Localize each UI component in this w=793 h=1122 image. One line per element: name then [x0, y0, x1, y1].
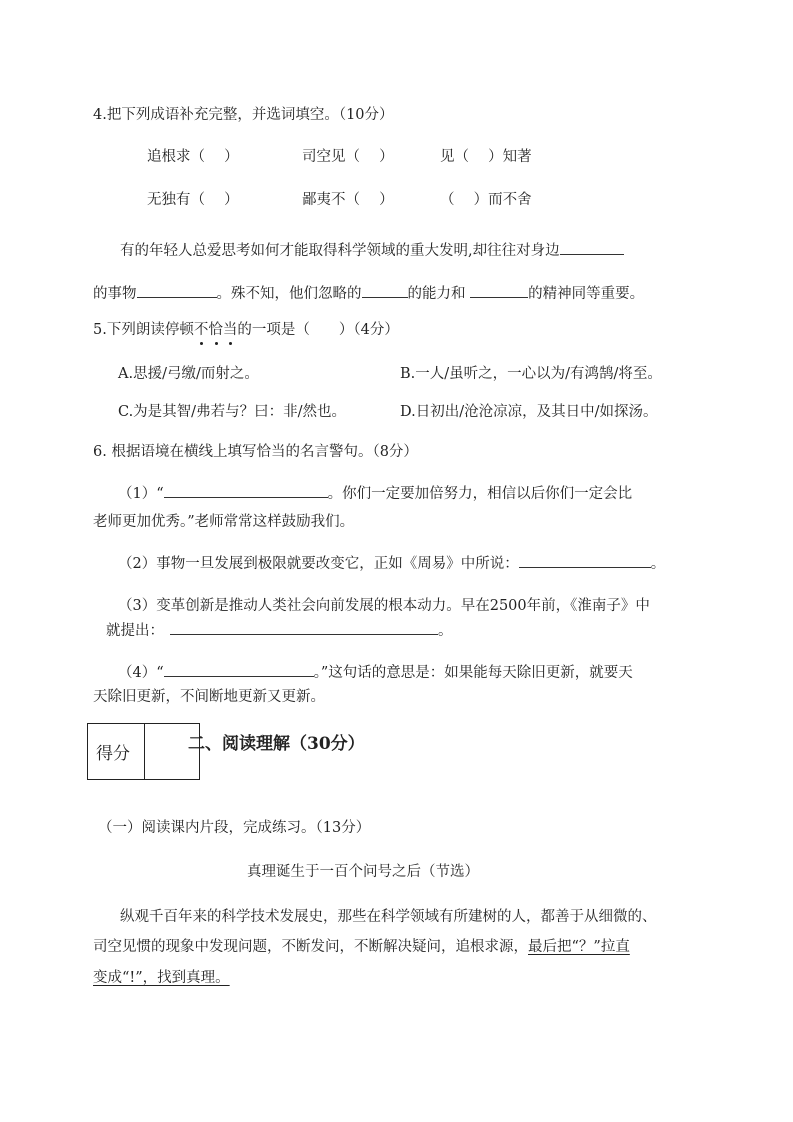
idiom-blank: 鄙夷不（ ） — [302, 192, 394, 208]
option-b: B.一人/虽听之，一心以为/有鸿鹄/将至。 — [400, 366, 662, 382]
fill-blank[interactable] — [170, 620, 438, 635]
fill-blank[interactable] — [470, 283, 528, 298]
q6-item-1-cont: 老师更加优秀。”老师常常这样鼓励我们。 — [93, 514, 355, 530]
text: 有的年轻人总爱思考如何才能取得科学领域的重大发明,却往往对身边 — [120, 243, 560, 259]
text: 的精神同等重要。 — [528, 286, 645, 302]
q6-item-3: （3）变革创新是推动人类社会向前发展的根本动力。早在2500年前，《淮南子》中 — [118, 598, 650, 614]
text: （4）“ — [118, 665, 164, 681]
q6-item-2 — [118, 553, 665, 574]
underlined-text: 变成“!”，找到真理。 — [93, 970, 230, 986]
text: 的事物 — [93, 286, 137, 302]
idiom-blank: 无独有（ ） — [147, 192, 239, 208]
underlined-text: 最后把“？”拉直 — [528, 939, 630, 955]
emphasis-char: 当 — [222, 322, 238, 338]
option-a: A.思援/弓缴/而射之。 — [118, 366, 259, 382]
passage-line: 纵观千百年来的科学技术发展史，那些在科学领域有所建树的人，都善于从细微的、 — [120, 909, 657, 925]
q4-paragraph-line — [93, 283, 644, 304]
fill-blank[interactable] — [560, 240, 624, 255]
text: 司空见惯的现象中发现问题，不断发问，不断解决疑问，追根求源， — [93, 939, 528, 955]
text: 就提出： — [106, 623, 164, 639]
passage-line — [93, 937, 630, 957]
q6-item-1 — [118, 483, 632, 504]
q6-item-4-cont: 天除旧更新，不间断地更新又更新。 — [93, 689, 325, 705]
text: （1）“ — [118, 486, 164, 502]
part-title: （一）阅读课内片段，完成练习。（13分） — [98, 820, 371, 836]
fill-blank[interactable] — [137, 283, 217, 298]
idiom-blank: 追根求（ ） — [147, 149, 239, 165]
score-divider — [144, 724, 145, 779]
idiom-blank: （ ）而不舍 — [440, 192, 532, 208]
text: 的一项是（ ）（4分） — [237, 322, 399, 338]
q6-item-3-cont — [106, 620, 453, 641]
text: （2）事物一旦发展到极限就要改变它，正如《周易》中所说： — [118, 556, 519, 572]
section-heading: 二、阅读理解（30分） — [188, 734, 365, 754]
q4-title: 4.把下列成语补充完整，并选词填空。（10分） — [93, 107, 394, 123]
fill-blank[interactable] — [519, 553, 651, 568]
text: 。 — [438, 623, 453, 639]
score-label: 得分 — [96, 744, 130, 764]
emphasis-char: 恰 — [208, 322, 223, 338]
text: 。殊不知，他们忽略的 — [216, 286, 362, 302]
text: 的能力和 — [407, 286, 471, 302]
option-c: C.为是其智/弗若与？曰：非/然也。 — [118, 404, 346, 420]
idiom-blank: 司空见（ ） — [302, 149, 394, 165]
text: 。 — [650, 556, 666, 572]
fill-blank[interactable] — [362, 283, 408, 298]
q6-title: 6. 根据语境在横线上填写恰当的名言警句。（8分） — [93, 444, 418, 460]
text: 5.下列朗读停顿 — [93, 322, 194, 338]
q4-paragraph-line — [120, 240, 624, 261]
q6-item-4 — [118, 662, 633, 683]
q5-title — [93, 320, 399, 340]
score-box — [87, 723, 200, 780]
text: 。”这句话的意思是：如果能每天除旧更新，就要天 — [313, 665, 633, 681]
idiom-blank: 见（ ）知著 — [440, 149, 532, 165]
text: 。你们一定要加倍努力，相信以后你们一定会比 — [327, 486, 633, 502]
passage-title: 真理诞生于一百个问号之后（节选） — [247, 864, 479, 880]
emphasis-char: 不 — [193, 322, 209, 338]
fill-blank[interactable] — [164, 662, 314, 677]
option-d: D.日初出/沧沧凉凉，及其日中/如探汤。 — [400, 404, 658, 420]
fill-blank[interactable] — [164, 483, 328, 498]
